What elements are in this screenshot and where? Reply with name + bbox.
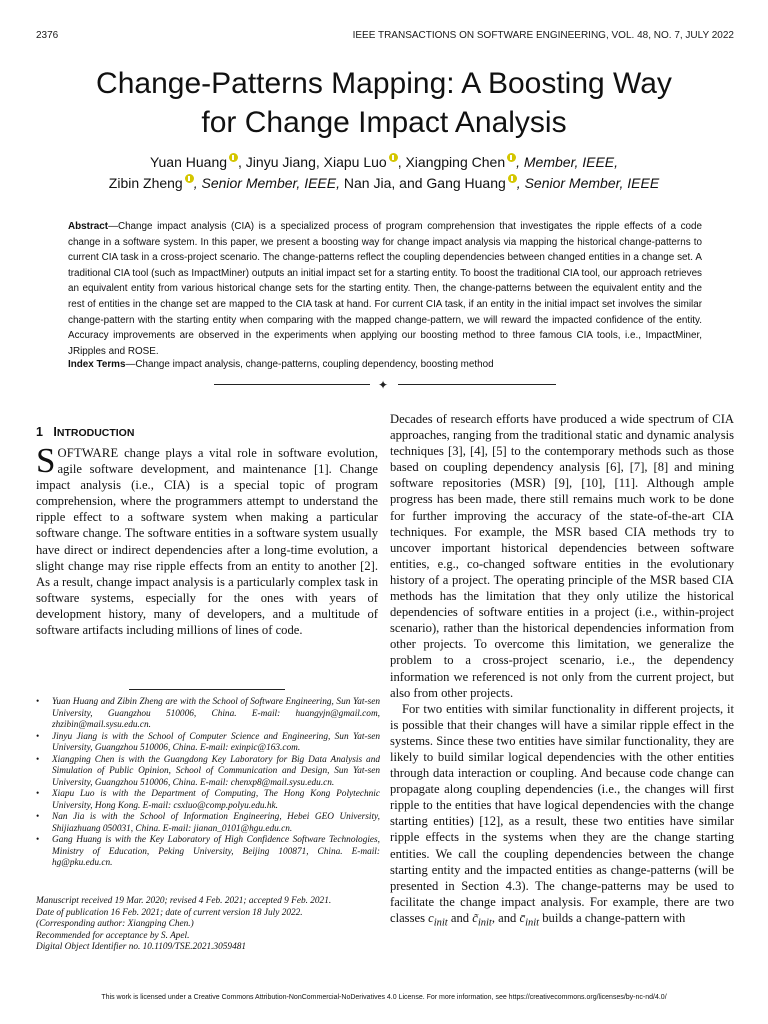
manuscript-line: Date of publication 16 Feb. 2021; date of current version 18 July 2022. — [36, 907, 303, 918]
footnote-item: • Yuan Huang and Zibin Zheng are with the School of Software Engineering, Sun Yat-sen University, Guangzhou 510006, China. E-mail: huangyjn@gmail.com, zhzibin@mail.sysu.edu.cn. — [36, 697, 380, 732]
smallcaps-word: OFTWARE — [57, 446, 119, 460]
title-line-2: for Change Impact Analysis — [201, 106, 567, 139]
math-symbol: $c̃_{init}$ — [472, 910, 492, 929]
intro-paragraph — [36, 441, 378, 638]
affiliation-footnotes — [36, 697, 380, 870]
abstract-label: Abstract — [68, 221, 109, 232]
author-name: , Xiangping Chen — [397, 154, 506, 170]
author-name: Yuan Huang — [149, 154, 228, 170]
footnote-item: • Xiangping Chen is with the Guangdong Key Laboratory for Big Data Analysis and Simulation of Public Opinion, School of Communication and Design, Sun Yat-sen University, Guangzhou 510006, China. E-mail: chenxp8@mail.sysu.edu.cn. — [36, 755, 380, 790]
manuscript-info — [36, 896, 380, 954]
footnote-item: • Jinyu Jiang is with the School of Computer Science and Engineering, Sun Yat-sen University, Guangzhou 510006, China. E-mail: exinpic@163.com. — [36, 732, 380, 755]
abstract-text: —Change impact analysis (CIA) is a specialized process of program comprehension that investigates the ripple effects of a code change in a software system. In this paper, we present a boosting way for change impact analysis via mapping the historical change-patterns to current CIA task in a cross-project scenario. The change-patterns reflect the coupling dependencies between changed entities in a change set. A traditional CIA tool (such as ImpactMiner) outputs an initial impact set for a starting entity. To boost the traditional CIA tool, our approach retrieves an equivalent entity from various historical change sets for the starting entity. Then, the change-patterns between the equivalent entity and the rest of entities in the change set are mapped to the CIA task at hand. For current CIA task, if an entity in the initial impact set involves the similar change-pattern with the starting entity when comparing with the mapped change-pattern, we will reward the impacted confidence of the entity. Accuracy improvements are observed in the experiments when applying our boosting method to three famous CIA tools, i.e., ImpactMiner, JRipples and ROSE. — [68, 221, 702, 357]
author-role: , Senior Member, IEEE — [516, 175, 660, 191]
diamond-ornament-icon: ✦ — [378, 378, 389, 392]
author-list — [0, 152, 768, 194]
section-title-rest: NTRODUCTION — [56, 427, 135, 439]
section-number: 1 — [36, 425, 43, 439]
running-header: IEEE TRANSACTIONS ON SOFTWARE ENGINEERING, VOL. 48, NO. 7, JULY 2022 — [352, 30, 734, 41]
orcid-icon[interactable] — [508, 174, 517, 183]
intro-text: change plays a vital role in software evolution, agile software development, and maintenance [1]. Change impact analysis (i.e., CIA) is a special topic of program comprehension, where the programmers attempt to understand the ripple effect to a software system when making a particular software change. The software entities in a software system usually have direct or indirect dependencies after a long-time evolution, a slight change may rise ripple effects from an entity to another [2]. As a result, change impact analysis is a particularly complex task in software systems, especially for the ones with years of development history, many of developers, and a multitude of software artifacts including millions of lines of code. — [36, 446, 378, 638]
orcid-icon[interactable] — [229, 153, 238, 162]
index-terms — [68, 357, 702, 372]
manuscript-line: Recommended for acceptance by S. Apel. — [36, 930, 190, 941]
footnote-item: • Nan Jia is with the School of Information Engineering, Hebei GEO University, Shijiazhuang 050031, China. E-mail: jianan_0101@hgu.edu.cn. — [36, 812, 380, 835]
author-name: , Jinyu Jiang, Xiapu Luo — [238, 154, 387, 170]
author-name: Nan Jia, and Gang Huang — [340, 175, 506, 191]
manuscript-line: (Corresponding author: Xiangping Chen.) — [36, 919, 194, 930]
author-role: , Senior Member, IEEE, — [193, 175, 341, 191]
section-heading — [36, 425, 134, 439]
math-symbol: $c_{init}$ — [428, 910, 448, 929]
title-line-1: Change-Patterns Mapping: A Boosting Way — [96, 67, 672, 100]
author-line-2 — [0, 173, 768, 194]
index-terms-label: Index Terms — [68, 359, 126, 370]
author-name: Zibin Zheng — [108, 175, 183, 191]
author-line-1 — [0, 152, 768, 173]
footnote-item: • Gang Huang is with the Key Laboratory of High Confidence Software Technologies, Ministry of Education, Peking University, Beijing 100871, China. E-mail: hg@pku.edu.cn. — [36, 835, 380, 870]
license-footer[interactable]: This work is licensed under a Creative Commons Attribution-NonCommercial-NoDerivatives 4.0 License. For more information, see https://creativecommons.org/licenses/by-nc-nd/4.0/ — [101, 994, 667, 1001]
divider-right — [398, 384, 556, 385]
footnote-rule — [129, 689, 285, 690]
body-paragraph: Decades of research efforts have produced a wide spectrum of CIA approaches, ranging from the traditional static and dynamic analysis techniques [3], [4], [5] to the contemporary methods such as those based on coupling dependency analysis [6], [7], [8] and mining software repositories (MSR) [9], [10], [11]. Although ample progress has been made, there still remains much work to be done for further improving the accuracy of the state-of-the-art CIA techniques. For example, the MSR based CIA methods try to uncover important historical dependencies between software entities, e.g., co-changed software entities in the evolutionary history of a project. The operating principle of the MSR based CIA methods has the limitation that they only utilize the historical dependencies of software entities in a project (i.e., within-project scenario), rather than the historical dependencies information from other projects. To overcome this limitation, we generalize the problem to a cross-project scenario, i.e., the dependency information we referenced is not only from the current project, but also from other projects. — [390, 412, 734, 700]
abstract — [68, 219, 702, 359]
drop-cap: S — [36, 441, 56, 480]
orcid-icon[interactable] — [389, 153, 398, 162]
page-number: 2376 — [36, 30, 59, 41]
divider-left — [214, 384, 370, 385]
index-terms-text: —Change impact analysis, change-patterns, coupling dependency, boosting method — [125, 359, 494, 370]
orcid-icon[interactable] — [507, 153, 516, 162]
footnote-item: • Xiapu Luo is with the Department of Computing, The Hong Kong Polytechnic University, Hong Kong. E-mail: csxluo@comp.polyu.edu.hk. — [36, 789, 380, 812]
author-role: , Member, IEEE, — [516, 154, 619, 170]
orcid-icon[interactable] — [185, 174, 194, 183]
body-paragraph: For two entities with similar functionality in different projects, it is possible that their changes will have a similar ripple effect in the systems. Since these two entities have similar functionality, they are likely to build similar logical dependencies with the other entities through data interaction or coupling. And because code change can propagate along coupling dependencies (i.e., the changes will first ripple to the entities that have logical dependencies with the change starting entities) [12], as a result, these two entities have similar ripple effects in the systems when they are the change starting entities. We call the coupling dependencies between the change starting entity and the impacted entities as change-patterns (will be presented in Section 4.3). The change-patterns may be used to facilitate the change impact analysis. For example, there are two classes $c_{init}$ and $c̃_{init}$, and $c̄_{init}$ builds a change-pattern with — [390, 701, 734, 929]
right-column-text — [390, 411, 734, 932]
math-symbol: $c̄_{init}$ — [519, 910, 540, 929]
paper-title — [0, 64, 768, 142]
manuscript-line: Manuscript received 19 Mar. 2020; revised 4 Feb. 2021; accepted 9 Feb. 2021. — [36, 896, 332, 906]
section-title-first: I — [53, 425, 57, 439]
manuscript-line: Digital Object Identifier no. 10.1109/TSE.2021.3059481 — [36, 942, 247, 953]
